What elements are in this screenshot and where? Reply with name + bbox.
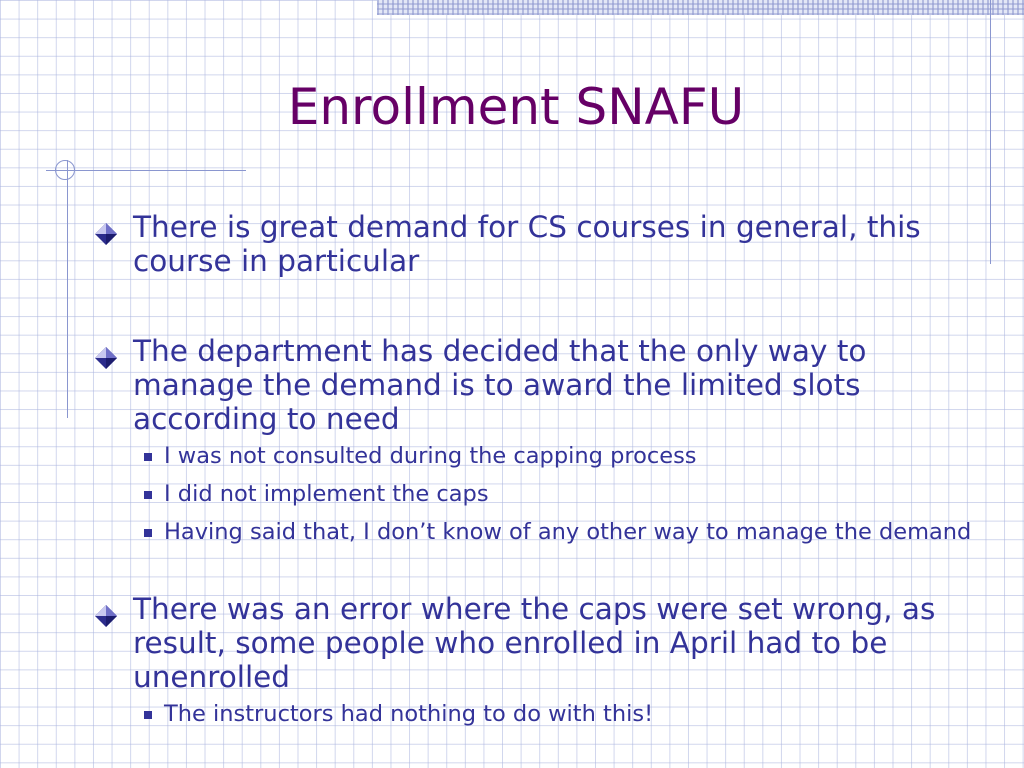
- bullet-item: [93, 210, 993, 278]
- slide-content: [93, 210, 993, 728]
- bullet-item: [93, 592, 993, 694]
- bullet-text: There is great demand for CS courses in general, this course in particular: [133, 210, 921, 278]
- sub-bullet-text: Having said that, I don’t know of any other way to manage the demand: [164, 519, 972, 545]
- sub-bullet-item: [136, 700, 993, 728]
- diamond-bullet-icon: [93, 345, 119, 371]
- diamond-bullet-icon: [93, 603, 119, 629]
- sub-list: [93, 700, 993, 728]
- left-horizontal-rule: [46, 170, 246, 171]
- sub-bullet-text: I did not implement the caps: [164, 481, 489, 507]
- sub-list: [93, 442, 993, 546]
- top-texture-band: [377, 0, 1024, 15]
- bullet-text: The department has decided that the only way to manage the demand is to award the limited slots according to need: [133, 334, 867, 436]
- diamond-bullet-icon: [93, 221, 119, 247]
- square-bullet-icon: [144, 529, 152, 537]
- square-bullet-icon: [144, 711, 152, 719]
- bullet-text: There was an error where the caps were set wrong, as result, some people who enrolled in April had to be unenrolled: [133, 592, 936, 694]
- slide-title: Enrollment SNAFU: [287, 78, 745, 136]
- sub-bullet-item: [136, 442, 993, 470]
- sub-bullet-text: I was not consulted during the capping process: [164, 443, 697, 469]
- corner-circle-mark: [55, 160, 75, 180]
- sub-bullet-item: [136, 518, 993, 546]
- left-vertical-rule: [67, 160, 68, 418]
- sub-bullet-item: [136, 480, 993, 508]
- square-bullet-icon: [144, 491, 152, 499]
- square-bullet-icon: [144, 453, 152, 461]
- sub-bullet-text: The instructors had nothing to do with this!: [164, 701, 654, 727]
- bullet-item: [93, 334, 993, 436]
